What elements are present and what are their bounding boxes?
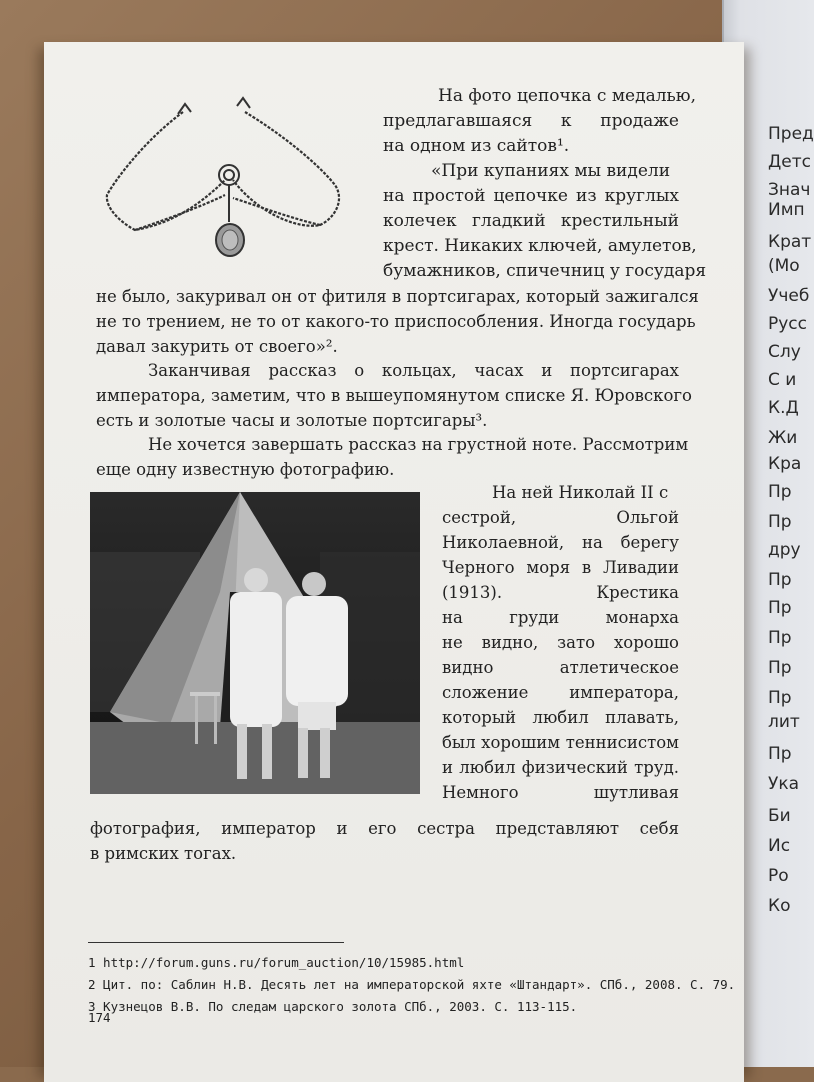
facing-page-fragment: Детс [768,152,811,172]
text-line: на простой цепочке из круглых [383,186,679,206]
text-line: не то трением, не то от какого-то приспособления. Иногда государь [96,312,696,331]
facing-page-fragment: Ис [768,836,791,856]
text-line: Черного моря в Ливадии [442,558,679,577]
facing-page-fragment: (Мо [768,256,800,276]
facing-page-fragment: Жи [768,428,798,448]
facing-page-fragment: Пр [768,512,792,532]
text-line: На фото цепочка с медалью, [438,86,696,106]
facing-page-fragment: Би [768,806,791,826]
text-line: На ней Николай II с [492,483,669,502]
text-line: сестрой, Ольгой [442,508,679,527]
facing-page-fragment: Русс [768,314,808,334]
facing-page-fragment: Пр [768,658,792,678]
facing-page-fragment: лит [768,712,800,732]
facing-page-fragment: Пр [768,628,792,648]
text-line: есть и золотые часы и золотые портсигары³. [96,411,488,430]
facing-page-fragment: Слу [768,342,801,362]
text-line: давал закурить от своего»². [96,337,338,356]
facing-page-fragment: Пр [768,482,792,502]
historical-photo [90,492,420,794]
facing-page-fragment: Учеб [768,286,810,306]
text-line: бумажников, спичечниц у государя [383,261,707,281]
text-line: сложение императора, [442,683,679,702]
text-line: Николаевной, на берегу [442,533,679,552]
text-line: который любил плавать, [442,708,679,727]
facing-page-fragment: Пр [768,598,792,618]
text-line: фотография, император и его сестра представляют себя [90,819,679,838]
facing-page-fragment: Пред [768,124,814,144]
text-line: Не хочется завершать рассказ на грустной ноте. Рассмотрим [148,435,689,454]
caption-block [383,84,696,159]
facing-page-fragment: дру [768,540,801,560]
footnote-1: 1 http://forum.guns.ru/forum_auction/10/15985.html [88,955,465,970]
quote-continuation [96,284,699,359]
quote-block [383,159,707,284]
paragraph-tail [90,816,679,866]
text-line: не было, закуривал он от фитиля в портсигарах, который зажигался [96,287,699,306]
footnote-3: 3 Кузнецов В.В. По следам царского золота СПб., 2003. С. 113-115. [88,999,578,1014]
facing-page-fragment: Кра [768,454,802,474]
text-line: Немного шутливая [442,783,679,802]
text-line: «При купаниях мы видели [431,161,671,181]
paragraph-photo-intro [96,432,689,482]
facing-page-fragment: Пр [768,570,792,590]
facing-page-fragment: Крат [768,232,812,252]
text-line: (1913). Крестика [442,583,679,602]
footnote-divider [88,942,344,943]
photo-side-text [442,480,679,805]
facing-page-fragment: Ко [768,896,791,916]
footnote-2: 2 Цит. по: Саблин Н.В. Десять лет на императорской яхте «Штандарт». СПб., 2008. С. 79. [88,977,736,992]
footnotes [88,952,735,1018]
text-line: еще одну известную фотографию. [96,460,395,479]
text-line: на груди монарха [442,608,679,627]
page-number: 174 [88,1010,111,1025]
facing-page-fragment: Имп [768,200,805,220]
text-line: и любил физический труд. [442,758,679,777]
text-line: был хорошим теннисистом [442,733,679,752]
text-line: на одном из сайтов¹. [383,136,570,156]
facing-page-fragment: Ро [768,866,789,886]
text-line: видно атлетическое [442,658,679,677]
facing-page-fragment: С и [768,370,797,390]
facing-page-fragment: Знач [768,180,811,200]
facing-page-fragment: Ука [768,774,800,794]
chain-medal-illustration [105,100,345,265]
text-line: Заканчивая рассказ о кольцах, часах и портсигарах [148,361,679,380]
text-line: колечек гладкий крестильный [383,211,679,231]
text-line: в римских тогах. [90,844,237,863]
paragraph-rings [96,358,692,433]
text-line: предлагавшаяся к продаже [383,111,679,131]
facing-page-fragment: Пр [768,688,792,708]
facing-page-fragment: Пр [768,744,792,764]
text-line: императора, заметим, что в вышеупомянутом списке Я. Юровского [96,386,692,405]
text-line: крест. Никаких ключей, амулетов, [383,236,697,256]
text-line: не видно, зато хорошо [442,633,679,652]
facing-page-fragment: К.Д [768,398,799,418]
